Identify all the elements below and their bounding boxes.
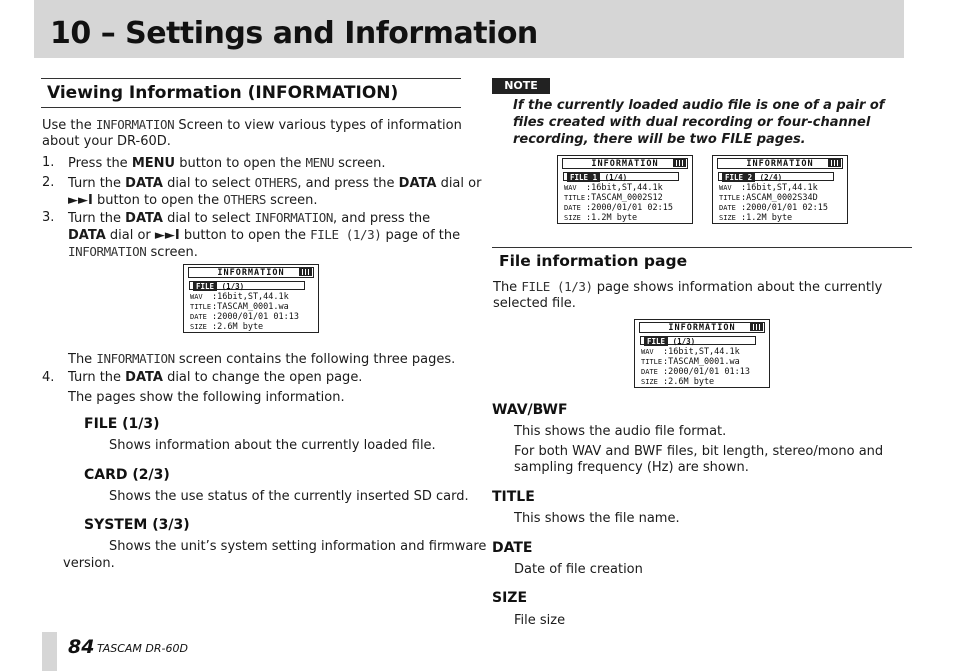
field-desc-size: File size [514,613,566,628]
section-rule-top [41,78,461,79]
lcd-row: DATE :2000/01/01 01:13 [190,312,299,322]
step-4-number: 4. [42,370,55,385]
field-desc-wav-bwf-3: sampling frequency (Hz) are shown. [514,460,749,475]
item-desc-file: Shows information about the currently loaded file. [109,438,436,453]
lcd-title: INFORMATION [188,267,314,278]
item-title-system: SYSTEM (3/3) [84,517,190,533]
lcd-row: WAV :16bit,ST,44.1k [719,183,818,193]
note-text: If the currently loaded audio file is one of a pair of files created with dual recording or four-channel recording, there will be two FILE pages. [513,98,885,147]
intro-line-1: Use the INFORMATION Screen to view various types of information [42,117,462,133]
lcd-row: TITLE:ASCAM_0002S34D [719,193,818,203]
skip-forward-icon: ►►I [68,193,93,208]
item-desc-card: Shows the use status of the currently inserted SD card. [109,489,469,504]
step-1-number: 1. [42,155,55,170]
page-title: 10 – Settings and Information [50,16,538,51]
field-desc-title: This shows the file name. [514,511,680,526]
lcd-tab: FILE 2 (2/4) [718,172,834,181]
lcd-title: INFORMATION [562,158,688,169]
lcd-title: INFORMATION [717,158,843,169]
field-title-wav-bwf: WAV/BWF [492,402,568,418]
footer-brand: TASCAM DR-60D [97,642,188,655]
lcd-row: TITLE:TASCAM_0002S12 [564,193,663,203]
lcd-row: SIZE :1.2M byte [564,213,638,223]
step-2-text: Turn the DATA dial to select OTHERS, and press the DATA dial or [68,175,482,191]
lcd-row: WAV :16bit,ST,44.1k [190,292,289,302]
lcd-title: INFORMATION [639,322,765,333]
step-2-number: 2. [42,175,55,190]
footer-bar [42,632,57,671]
item-title-file: FILE (1/3) [84,416,160,432]
lcd-row: DATE :2000/01/01 02:15 [719,203,828,213]
lcd-screen-file-1-4 [557,155,693,224]
step-1-text: Press the MENU button to open the MENU screen. [68,155,386,171]
section-heading-file-info: File information page [499,252,688,270]
item-title-card: CARD (2/3) [84,467,170,483]
file-info-intro-line-2: selected file. [493,296,576,311]
step-3-number: 3. [42,210,55,225]
lcd-screen-file-1-3-right [634,319,770,388]
pages-show-line: The pages show the following information. [68,390,345,405]
lcd-screen-file-1-3 [183,264,319,333]
battery-icon [299,268,312,276]
lcd-screen-file-2-4 [712,155,848,224]
item-desc-system: Shows the unit’s system setting information and firmware [109,539,487,554]
lcd-tab: FILE (1/3) [189,281,305,290]
three-pages-line: The INFORMATION screen contains the following three pages. [68,351,456,367]
lcd-row: SIZE :2.6M byte [190,322,264,332]
lcd-row: TITLE:TASCAM_0001.wa [641,357,740,367]
battery-icon [673,159,686,167]
field-title-date: DATE [492,540,533,556]
step-3-text-line2: DATA dial or ►►I button to open the FILE (1/3) page of the [68,227,461,243]
item-desc-system-line2: version. [63,556,115,571]
file-info-intro-line-1: The FILE (1/3) page shows information about the currently [493,279,883,295]
battery-icon [828,159,841,167]
lcd-row: DATE :2000/01/01 02:15 [564,203,673,213]
skip-forward-icon: ►►I [154,228,180,243]
intro-line-2: about your DR-60D. [42,134,171,149]
step-4-text: Turn the DATA dial to change the open page. [68,370,363,385]
field-title-size: SIZE [492,590,528,606]
lcd-tab: FILE (1/3) [640,336,756,345]
lcd-row: SIZE :1.2M byte [719,213,793,223]
field-desc-wav-bwf: This shows the audio file format. [514,424,727,439]
note-badge: NOTE [492,78,550,94]
section-rule-bottom [41,107,461,108]
step-3-text: Turn the DATA dial to select INFORMATION, and press the [68,210,431,226]
lcd-row: SIZE :2.6M byte [641,377,715,387]
lcd-row: DATE :2000/01/01 01:13 [641,367,750,377]
section-rule-file-info [492,247,912,248]
step-2-text-line2: ►►I button to open the OTHERS screen. [68,192,318,208]
section-heading-information: Viewing Information (INFORMATION) [47,83,399,103]
field-desc-wav-bwf-2: For both WAV and BWF files, bit length, stereo/mono and [514,444,884,459]
step-3-text-line3: INFORMATION screen. [68,244,198,260]
battery-icon [750,323,763,331]
lcd-row: WAV :16bit,ST,44.1k [564,183,663,193]
field-desc-date: Date of file creation [514,562,643,577]
page-number: 84 [68,636,95,658]
lcd-tab: FILE 1 (1/4) [563,172,679,181]
lcd-row: TITLE:TASCAM_0001.wa [190,302,289,312]
lcd-row: WAV :16bit,ST,44.1k [641,347,740,357]
field-title-title: TITLE [492,489,535,505]
